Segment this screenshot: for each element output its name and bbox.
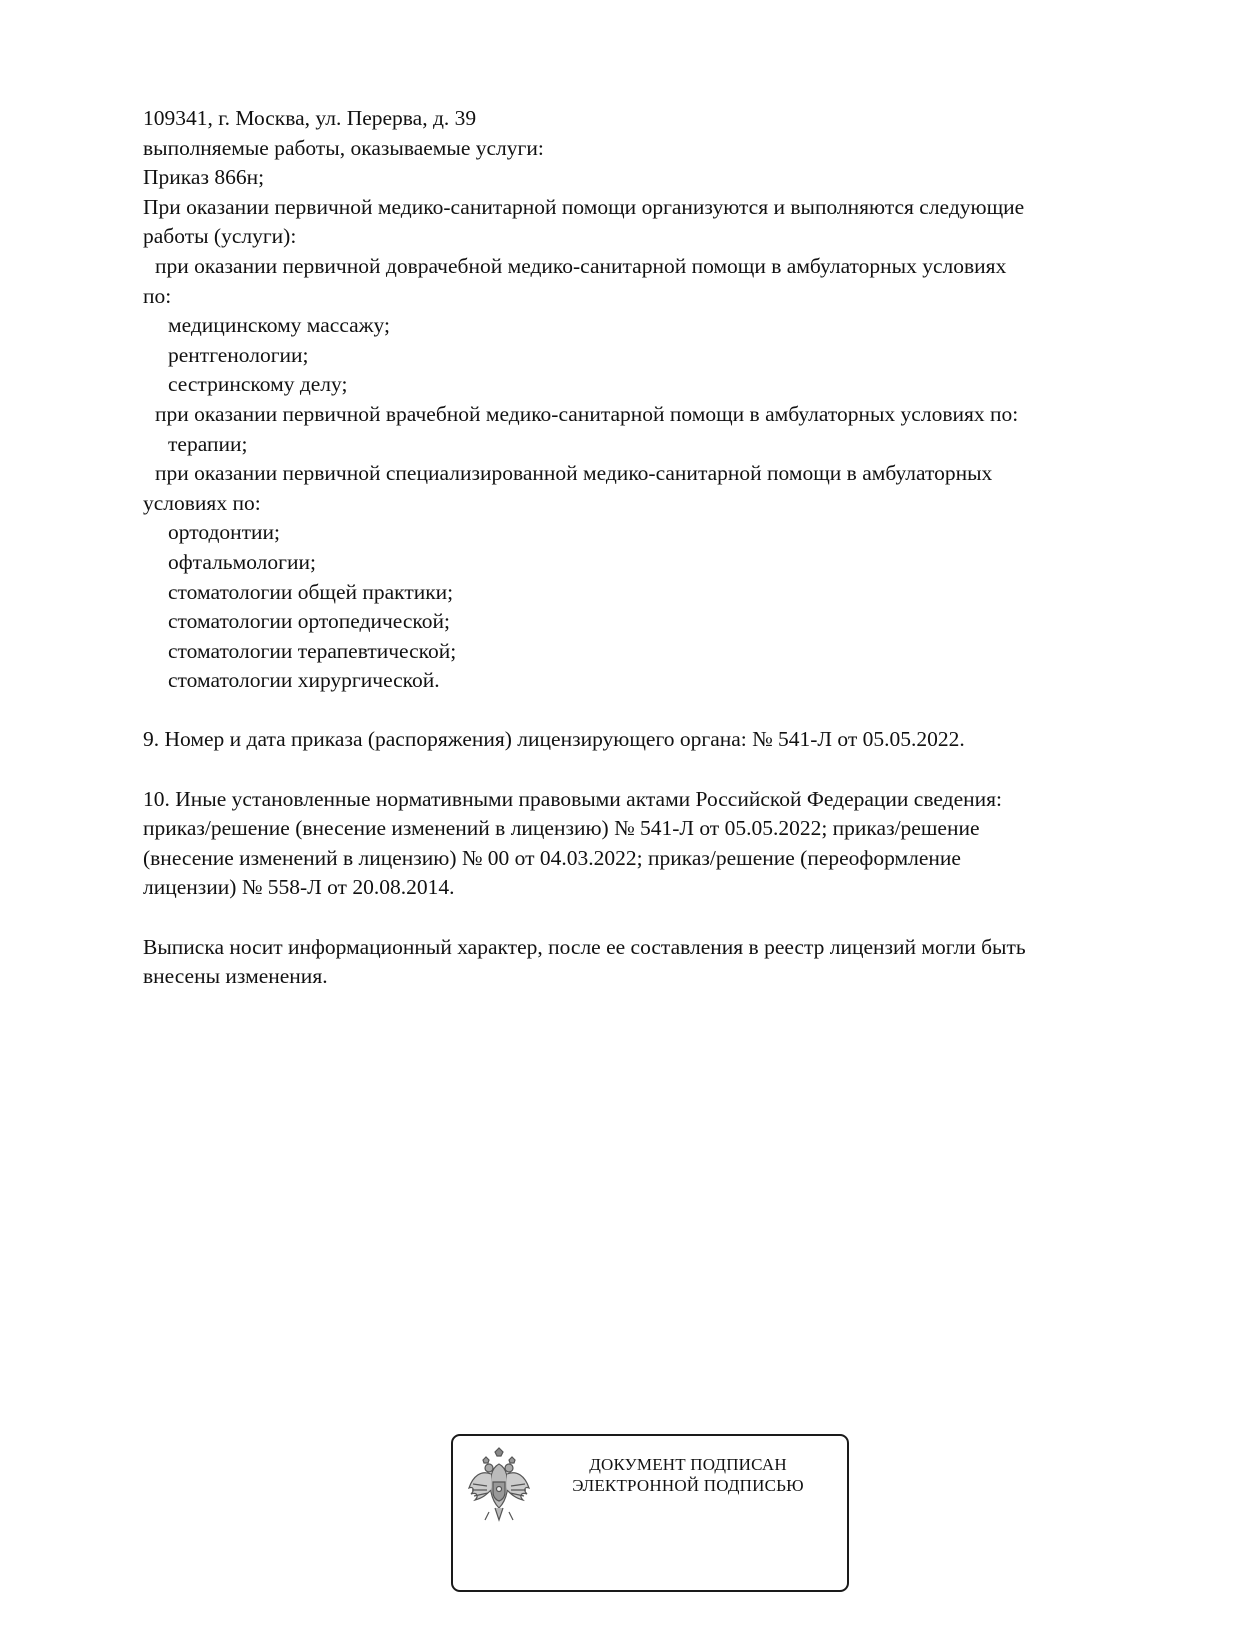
coat-of-arms-icon [465,1446,533,1526]
stamp-line-1: ДОКУМЕНТ ПОДПИСАН [589,1455,787,1474]
text-line: стоматологии терапевтической; [168,638,457,663]
text-line: при оказании первичной врачебной медико-санитарной помощи в амбулаторных условиях по: [155,401,1019,426]
text-line: 9. Номер и дата приказа (распоряжения) лицензирующего органа: № 541-Л от 05.05.2022. [143,727,965,752]
electronic-signature-stamp [451,1434,849,1592]
text-line: рентгенологии; [168,342,309,367]
text-line: (внесение изменений в лицензию) № 00 от 04.03.2022; приказ/решение (переоформление [143,845,961,870]
text-line: при оказании первичной доврачебной медико-санитарной помощи в амбулаторных условиях [155,253,1007,278]
text-line: 10. Иные установленные нормативными правовыми актами Российской Федерации сведения: [143,786,1002,811]
text-line: работы (услуги): [143,224,297,249]
text-line: стоматологии общей практики; [168,579,454,604]
text-line: офтальмологии; [168,549,316,574]
document-body [143,104,1143,992]
text-line: выполняемые работы, оказываемые услуги: [143,135,544,160]
text-line: стоматологии хирургической. [168,668,440,693]
stamp-line-2: ЭЛЕКТРОННОЙ ПОДПИСЬЮ [572,1476,804,1495]
text-line: медицинскому массажу; [168,313,390,338]
text-line: Приказ 866н; [143,165,265,190]
text-line: внесены изменения. [143,964,328,989]
text-line: лицензии) № 558-Л от 20.08.2014. [143,875,455,900]
blank-line [143,755,1143,785]
blank-line [143,903,1143,933]
stamp-caption [533,1454,843,1496]
text-line: приказ/решение (внесение изменений в лицензию) № 541-Л от 05.05.2022; приказ/решение [143,816,980,841]
text-line: 109341, г. Москва, ул. Перерва, д. 39 [143,106,477,130]
text-line: ортодонтии; [168,520,281,545]
text-line: условиях по: [143,490,261,515]
blank-line [143,696,1143,726]
text-line: Выписка носит информационный характер, после ее составления в реестр лицензий могли быть [143,934,1026,959]
text-line: по: [143,283,172,308]
text-line: сестринскому делу; [168,372,348,397]
text-line: При оказании первичной медико-санитарной помощи организуются и выполняются следующие [143,194,1025,219]
text-line: терапии; [168,431,248,456]
text-line: стоматологии ортопедической; [168,609,451,634]
text-line: при оказании первичной специализированной медико-санитарной помощи в амбулаторных [155,461,993,486]
